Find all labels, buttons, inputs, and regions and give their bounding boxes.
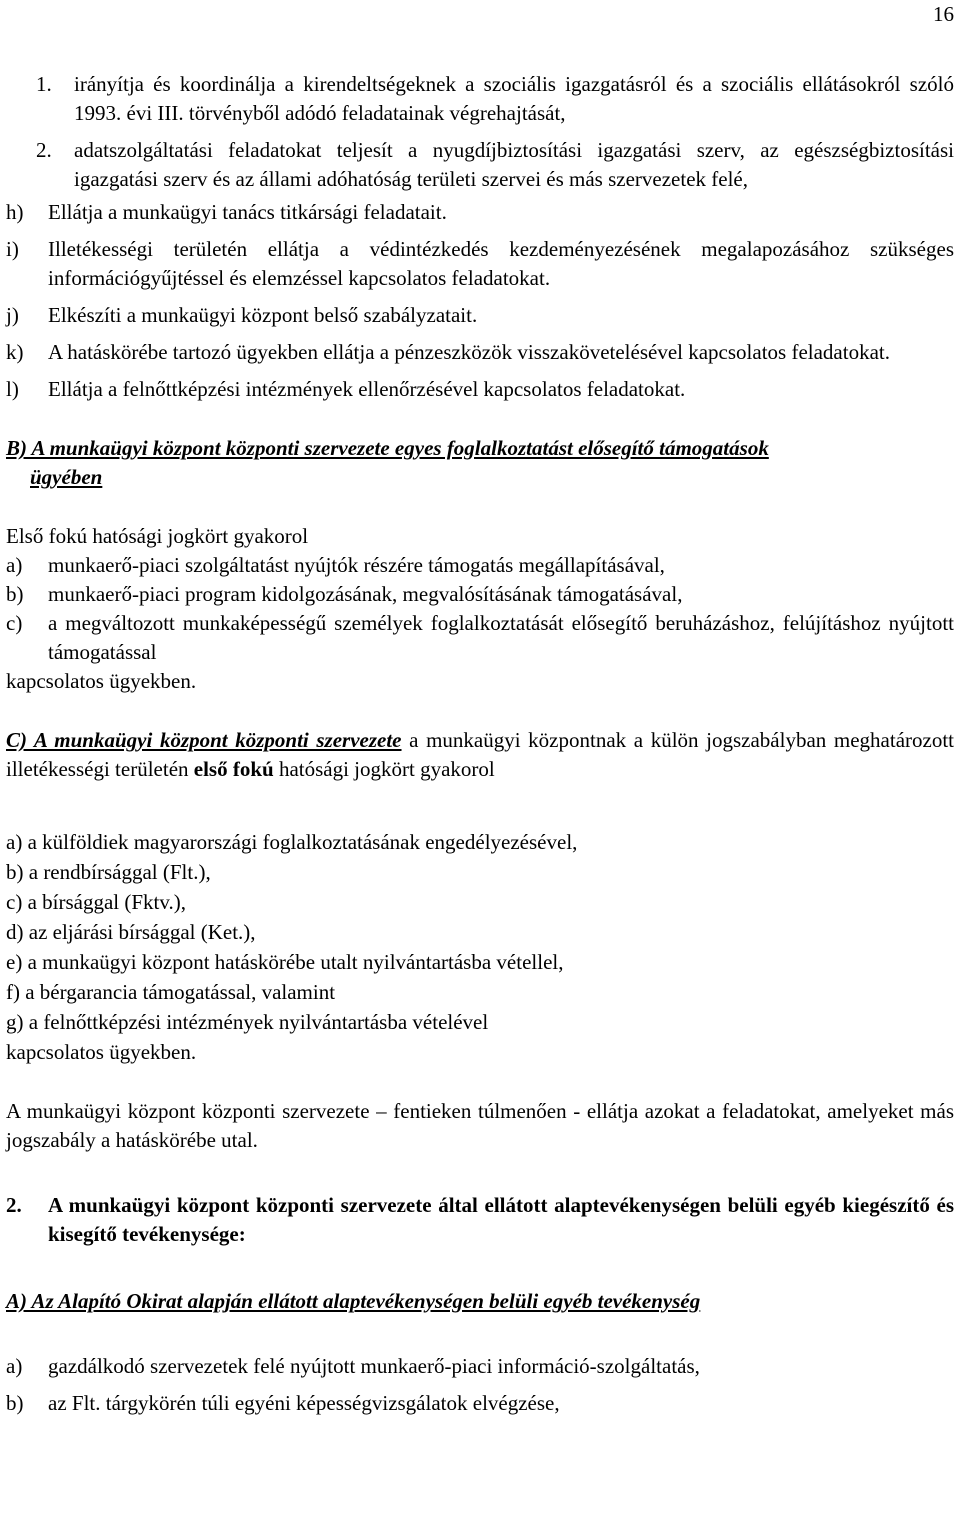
section-2-text: A munkaügyi központ központi szervezete által ellátott alaptevékenységen belüli egyéb kiegészítő és kisegítő tevékenysége: — [48, 1193, 954, 1246]
list-item-text: Illetékességi területén ellátja a védintézkedés kezdeményezésének megalapozásához szükséges információgyűjtéssel és elemzéssel kapcsolatos feladatokat. — [48, 237, 954, 290]
section-c-heading-title: C) A munkaügyi központ központi szervezete — [6, 728, 402, 752]
list-item-text: munkaerő-piaci program kidolgozásának, megvalósításának támogatásával, — [48, 582, 683, 606]
list-item-label: 2. — [36, 138, 52, 162]
list-item: b) a rendbírsággal (Flt.), — [6, 860, 211, 884]
list-item-label: a) — [6, 1354, 23, 1378]
list-item-label: a) — [6, 553, 23, 577]
list-item — [6, 198, 954, 227]
list-item: a) a külföldiek magyarországi foglalkoztatásának engedélyezésével, — [6, 830, 578, 854]
list-item-text: Ellátja a felnőttképzési intézmények ellenőrzésével kapcsolatos feladatokat. — [48, 377, 686, 401]
section-c-list — [6, 828, 954, 1067]
section-b-heading-line2: ügyében — [30, 465, 103, 489]
list-item: d) az eljárási bírsággal (Ket.), — [6, 920, 256, 944]
list-item — [6, 1389, 954, 1418]
list-item-label: h) — [6, 200, 24, 224]
list-item-text: munkaerő-piaci szolgáltatást nyújtók részére támogatás megállapításával, — [48, 553, 665, 577]
section-c-summary: A munkaügyi központ központi szervezete – fentieken túlmenően - ellátja azokat a feladatokat, amelyeket más jogszabály a hatáskörébe utal. — [6, 1099, 954, 1152]
list-item — [6, 375, 954, 404]
section-a-heading: A) Az Alapító Okirat alapján ellátott alaptevékenységen belüli egyéb tevékenység — [6, 1289, 701, 1313]
list-item-text: gazdálkodó szervezetek felé nyújtott munkaerő-piaci információ-szolgáltatás, — [48, 1354, 700, 1378]
section-b-heading — [6, 434, 954, 492]
section-b-heading-line1: B) A munkaügyi központ központi szervezete egyes foglalkoztatást elősegítő támogatások — [6, 436, 769, 460]
list-item — [6, 1352, 954, 1381]
list-item-text: az Flt. tárgykörén túli egyéni képességvizsgálatok elvégzése, — [48, 1391, 560, 1415]
list-item-text: adatszolgáltatási feladatokat teljesít a nyugdíjbiztosítási igazgatási szerv, az egészségbiztosítási igazgatási szerv és az állami adóhatóság területi szervei és más szervezetek felé, — [74, 138, 954, 191]
list-item-text: Ellátja a munkaügyi tanács titkársági feladatait. — [48, 200, 447, 224]
list-item — [6, 235, 954, 293]
list-item-label: l) — [6, 377, 19, 401]
section-2-label: 2. — [6, 1193, 22, 1217]
section-c-text-part1: a munkaügyi központnak a külön jogszabályban meghatározott illetékességi területén — [6, 728, 954, 781]
list-item — [6, 609, 954, 667]
list-item-text: irányítja és koordinálja a kirendeltségeknek a szociális igazgatásról és a szociális ellátásokról szóló 1993. évi III. törvényből adódó feladatainak végrehajtását, — [74, 72, 954, 125]
list-item-label: c) — [6, 611, 23, 635]
list-item — [6, 551, 954, 580]
section-b-closing: kapcsolatos ügyekben. — [6, 669, 197, 693]
list-item — [6, 301, 954, 330]
list-item-label: i) — [6, 237, 19, 261]
list-item: c) a bírsággal (Fktv.), — [6, 890, 186, 914]
section-b-intro: Első fokú hatósági jogkört gyakorol — [6, 524, 309, 548]
section-c-heading — [6, 726, 954, 784]
document-body — [6, 70, 954, 1418]
list-item — [6, 580, 954, 609]
section-2-heading — [6, 1191, 954, 1249]
list-item-text: a megváltozott munkaképességű személyek foglalkoztatását elősegítő beruházáshoz, felújításhoz nyújtott támogatással — [48, 611, 954, 664]
list-item-label: 1. — [36, 72, 52, 96]
list-item-label: k) — [6, 340, 24, 364]
list-item-text: Elkészíti a munkaügyi központ belső szabályzatait. — [48, 303, 478, 327]
section-c-text-bold: első fokú — [193, 757, 274, 781]
list-item — [6, 338, 954, 367]
section-c-text-part2: hatósági jogkört gyakorol — [273, 757, 495, 781]
section-c-closing: kapcsolatos ügyekben. — [6, 1040, 197, 1064]
list-item: g) a felnőttképzési intézmények nyilvántartásba vételével — [6, 1010, 489, 1034]
list-item-label: j) — [6, 303, 19, 327]
list-item-label: b) — [6, 1391, 24, 1415]
list-item — [6, 70, 954, 128]
list-item: f) a bérgarancia támogatással, valamint — [6, 980, 336, 1004]
page-number: 16 — [933, 2, 954, 26]
list-item-label: b) — [6, 582, 24, 606]
list-item-text: A hatáskörébe tartozó ügyekben ellátja a pénzeszközök visszakövetelésével kapcsolatos feladatokat. — [48, 340, 890, 364]
list-item — [6, 136, 954, 194]
list-item: e) a munkaügyi központ hatáskörébe utalt nyilvántartásba vétellel, — [6, 950, 564, 974]
